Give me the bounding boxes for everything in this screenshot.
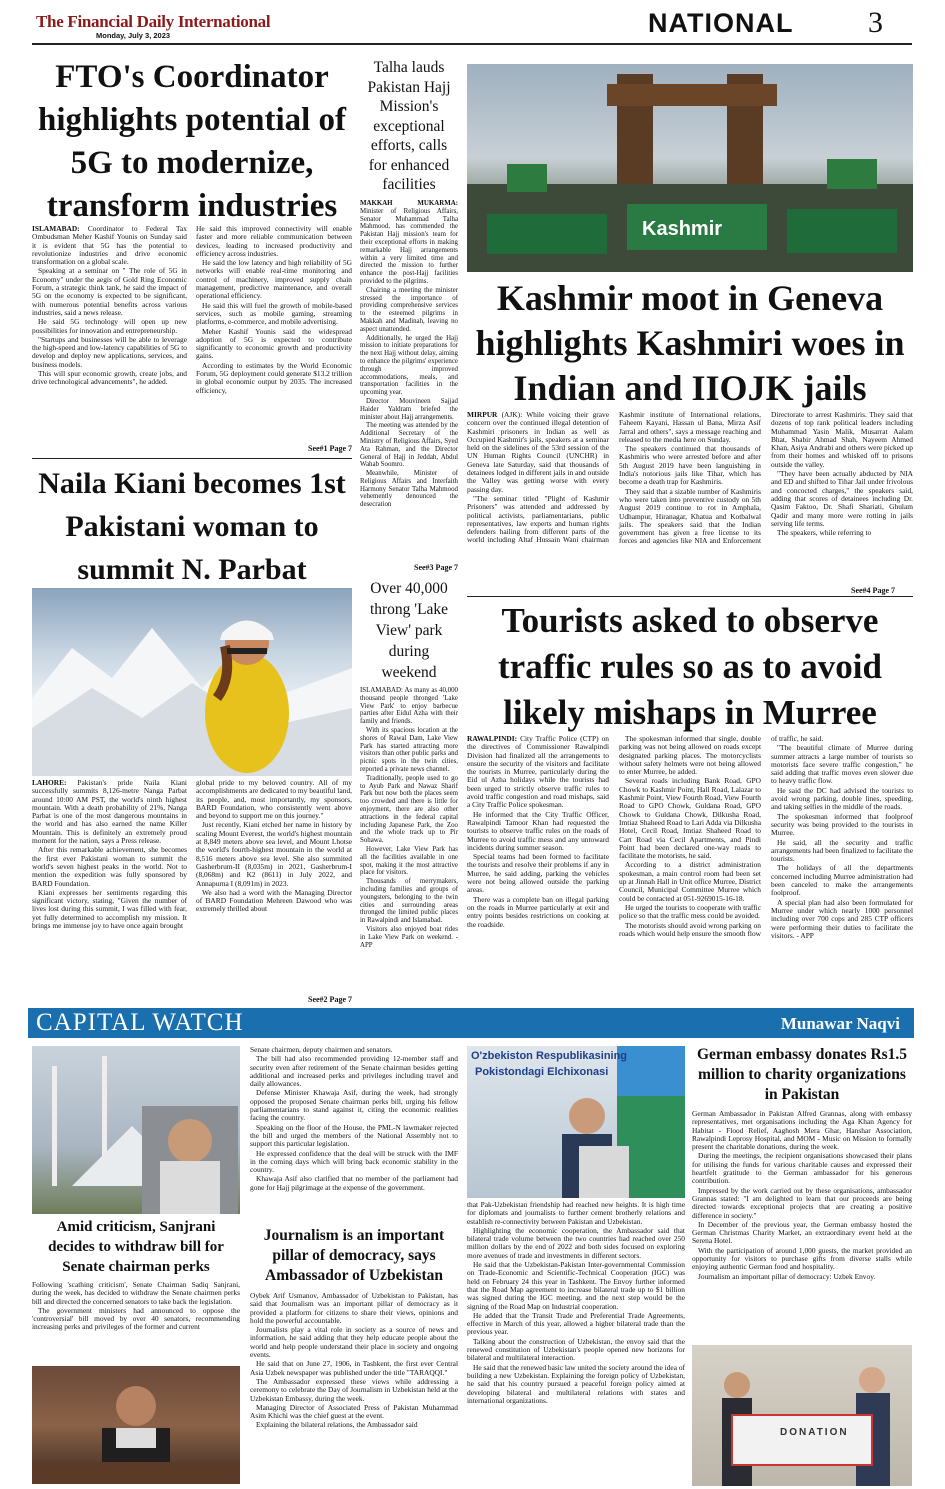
fto-paragraph: ISLAMABAD: Coordinator to Federal Tax Ombudsman Meher Kashif Younis on Sunday said it is evident that 5G has the potential to revolutionize industries and drive economic transformation on a global scale. <box>32 225 187 267</box>
talha-paragraph: MAKKAH MUKARMA: Minister of Religious Affairs, Senator Muhammad Talha Mahmood, has commended the Pakistan Hajj mission's team for their exceptional efforts in making remarkable Hajj arrangements within a very limited time and directed the mission to further enhance the post-Hajj facilities provided to the pilgrims. <box>360 200 458 285</box>
uzbek-paragraph: Explaining the bilateral relations, the Ambassador said <box>256 1420 418 1430</box>
sanjrani-paragraph: The bill had also recommended providing 12-member staff and security even after retirement of the Senate chairman besides getting additional and increased perks and privileges including travel and daily allowances. <box>250 1054 458 1089</box>
uzbek-paragraph: He said that on June 27, 1906, in Tashkent, the first ever Central Asia Uzbek newspaper was published under the title "TARAQQI." <box>250 1359 458 1377</box>
divider <box>32 458 352 459</box>
lakeview-paragraph: With its spacious location at the shores of Rawal Dam, Lake View Park has started attracting more visitors than other public parks and picnic spots in the twin cities, reported a private news channel. <box>360 726 458 773</box>
donation-scene <box>692 1345 912 1486</box>
talha-paragraph: Director Mouvineen Sajjad Haider Yaldram briefed the minister about Hajj arrangements. <box>360 397 458 421</box>
lakeview-paragraph: However, Lake View Park has all the facilities available in one spot, making it the most attractive place for visitors. <box>360 845 458 877</box>
talha-dateline: MAKKAH MUKARMA: <box>360 200 458 207</box>
lakeview-article-body <box>360 687 458 1007</box>
uzbek-paragraph: Highlighting the economic cooperation, the Ambassador said that bilateral trade volume between the two countries had reached over 250 million dollars by the end of 2022 and both sides focused on exploring more avenues of trade and investments in different sectors. <box>467 1225 685 1260</box>
sanjrani-article-body-continued <box>250 1046 458 1222</box>
german-paragraph: German Ambassador in Pakistan Alfred Grannas, along with embassy representatives, met organisations including the Aga Khan Agency for Habitat - Flood Relief, Aaghosh Mera Ghar, Hanshar Association, Rawalpindi Leprosy Hospital, and MOM - Music on Mission to formally present the charitable donations, during the week. <box>692 1110 912 1152</box>
naila-paragraph: global pride to my beloved country. All of my accomplishments are dedicated to my beautiful land, its people, and, most importantly, my sponsors, BARD Foundation, who consistently went above and beyond to support me on this journey." <box>196 779 352 821</box>
uzbek-paragraph: Talking about the construction of Uzbekistan, the envoy said that the renewed constitution of Uzbekistan's people opened new horizons for bilateral and multilateral interaction. <box>467 1336 685 1363</box>
capital-watch-author: Munawar Naqvi <box>780 1014 900 1033</box>
senate-scene <box>32 1366 240 1484</box>
mountain-scene <box>32 588 352 776</box>
fto-paragraph: This will spur economic growth, create jobs, and drive technological advancements", he added. <box>32 369 187 387</box>
lakeview-dateline: ISLAMABAD: <box>360 687 403 694</box>
kashmir-paragraph: The speakers continued that thousands of Kashmiris who were arrested before and after 5th August 2019 have been languishing in India's notorious jails like Tihar, which has become a death trap for Kashmiris. <box>619 444 761 487</box>
fto-continued[interactable]: See#1 Page 7 <box>308 444 352 453</box>
fto-paragraph: Meher Kashif Younis said the widespread adoption of 5G is expected to contribute significantly to economic growth and productivity gains. <box>196 326 352 361</box>
tourists-paragraph: He said, all the security and traffic arrangements had been finalized to facilitate the tourists. <box>771 837 913 864</box>
lakeview-paragraph: Visitors also enjoyed boat rides in Lake View Park on weekend. - APP <box>360 925 458 949</box>
naila-article-body <box>32 779 352 1005</box>
talha-paragraph: Additionally, he urged the Hajj mission to initiate preparations for the next Hajj without delay, aiming to enhance the pilgrims' experience through improved accommodations, meals, and transportation facilities in the upcoming year. <box>360 334 458 397</box>
sanjrani-paragraph: The government ministers had announced to oppose the 'controversial' bill moved by over 40 senators, recommending increasing perks and privileges of the former and current <box>32 1305 240 1332</box>
tourists-dateline: RAWALPINDI: <box>467 735 518 743</box>
tourists-paragraph: The motorists should avoid wrong parking on roads which would help ensure the smooth flow of traffic, he said. <box>619 735 824 938</box>
lakeview-paragraph: Thousands of merrymakers, including families and groups of youngsters, belonging to the twin cities and surrounding areas thronged the limited public places in Rawalpindi and Islamabad. <box>360 878 458 925</box>
page-number: 3 <box>868 6 883 39</box>
tourists-article-body <box>467 735 913 1007</box>
uzbek-article-body-continued <box>467 1201 685 1487</box>
paper-name: The Financial Daily International <box>36 12 271 31</box>
tourists-paragraph: Several roads including Bank Road, GPO Chowk to Kashmir Point, Hall Road, Lalazar to Kashmir Point, View Fourth Road, View Fourth Road to GPO Chowk, Guldana Road, GPO Chowk to Guldana Chowk, Dilkusha Road, Imtiaz Shaheed Road to Lari Adda via Dilkusha Hotel, Cecil Road, Imtiaz Shaheed Road to Cart Road via Cecil Apartments, and Pindi Point had been declared one-way roads to facilitate the motorists, he said. <box>619 776 761 861</box>
naila-headline: Naila Kiani becomes 1st Pakistani woman to summit N. Parbat <box>38 467 346 586</box>
sanjrani-paragraph: Speaking on the floor of the House, the PML-N lawmaker rejected the bill and urged the members of the National Assembly not to support this particular legislation. <box>250 1122 458 1149</box>
uzbek-ambassador-photo <box>467 1046 685 1198</box>
german-headline: German embassy donates Rs1.5 million to charity organizations in Pakistan <box>696 1046 908 1103</box>
faisal-mosque-photo <box>32 1046 240 1214</box>
uzbek-paragraph: Journalists play a vital role in society as a source of news and information, he said adding that they help educate people about the world and help people understand their place in society and ongoing events. <box>250 1325 458 1360</box>
capital-watch-title: CAPITAL WATCH <box>36 1009 244 1036</box>
kashmir-banner: Kashmir <box>642 218 723 240</box>
tourists-paragraph: The spokesman informed that foolproof security was being provided to the tourists in Murree. <box>771 811 913 838</box>
section-name: NATIONAL <box>648 8 794 38</box>
talha-headline: Talha lauds Pakistan Hajj Mission's exceptional efforts, calls for enhanced facilities <box>367 59 451 193</box>
fto-paragraph: He said this improved connectivity will enable faster and more reliable communication between devices, leading to increased productivity and efficiency across industries. <box>196 225 352 258</box>
fto-article-body <box>32 225 352 453</box>
tourists-paragraph: RAWALPINDI: City Traffic Police (CTP) on the directives of Commissioner Rawalpindi Division had finalized all the arrangements to ensure the security of the visitors and facilitate the tourists in Murree, particularly during the Eid ul Azha holidays while the tourists had been urged to strictly observe traffic rules to avoid traffic congestion and road mishaps, said a City Traffic Police spokesman. <box>467 735 609 810</box>
uzbek-paragraph: He added that the Transit Trade and Preferential Trade Agreements, effective in March of this year, allowed a higher bilateral trade than the previous year. <box>467 1310 685 1337</box>
kashmir-paragraph: The speakers, while referring to <box>777 528 872 538</box>
sanjrani-photo <box>32 1366 240 1484</box>
uzbek-paragraph: The Ambassador expressed these views while addressing a ceremony to celebrate the Day of Journalism in Uzbekistan held at the Uzbekistan Embassy, during the week. <box>250 1376 458 1403</box>
naila-paragraph: We also had a word with the Managing Director of BARD Foundation Mehreen Dawood who was extremely thrilled about <box>196 887 352 914</box>
tourists-paragraph: He said the DC had advised the tourists to avoid wrong parking, double lines, speeding, and taking selfies in the middle of the roads. <box>771 785 913 812</box>
german-paragraph: With the participation of around 1,000 guests, the market provided an opportunity for visitors to purchase gifts from diverse stalls while enjoying authentic German food and hospitality. <box>692 1245 912 1272</box>
german-paragraph: In December of the previous year, the German embassy hosted the German Christmas Charity Market, an extraordinary event held at the Serena Hotel. <box>692 1219 912 1246</box>
kashmir-paragraph: They said that a sizable number of Kashmiris who were taken into preventive custody on 5th August 2019 continue to rot in Amphala, Udhampur, Hiranagar, Khatua and Kotbalwal jails. The speakers said that the Indian government has given a free license to its forces and agencies like NIA and Enforcement Directorate to arrest Kashmiris. They said that dozens of top rank political leaders including Muhammad Yasin Malik, Musarrat Aalam Bhat, Shabir Ahmad Shah, Nayeem Ahmed Khan, Asiya Andrabi and others were picked up from their homes and whisked off to prisons outside the valley. <box>619 411 913 546</box>
divider <box>467 596 913 597</box>
fto-dateline: ISLAMABAD: <box>32 225 80 233</box>
uzbek-paragraph: He said that the renewed basic law united the society around the idea of building a new Uzbekistan. Explaining the foreign policy of Uzbekistan, he said that his country pursued a peaceful foreign policy aimed at developing bilateral and multilateral relations with states and international organizations. <box>467 1362 685 1405</box>
german-article-body <box>692 1110 912 1340</box>
sanjrani-article-body <box>32 1281 240 1363</box>
masthead <box>0 0 945 44</box>
lakeview-paragraph: ISLAMABAD: As many as 40,000 thousand people thronged 'Lake View Park' to enjoy barbecue parties after Eidul Azha with their family and friends. <box>360 687 458 726</box>
tourists-paragraph: He informed that the City Traffic Officer, Rawalpindi Tamoor Khan had requested the tourists to observe traffic rules on the roads of Murree to avoid traffic mess and any untoward incidents during summer season. <box>467 809 609 852</box>
uzbek-banner-line1: O'zbekiston Respublikasining <box>471 1050 628 1062</box>
naila-continued[interactable]: See#2 Page 7 <box>308 995 352 1004</box>
tourists-paragraph: He urged the tourists to cooperate with traffic police so that the traffic mess could be avoided. <box>619 902 761 921</box>
german-paragraph: Impressed by the work carried out by these organisations, ambassador Grannas stated: "I am delighted to learn that our proceeds are being directed towards exceptional projects that are creating a positive difference in society." <box>692 1185 912 1220</box>
sanjrani-paragraph: Khawaja Asif also clarified that no member of the parliament had gone for Hajj pilgrimage at the expense of the government. <box>250 1174 458 1192</box>
german-paragraph: Journalism an important pillar of democracy: Uzbek Envoy. <box>698 1271 876 1281</box>
uzbek-paragraph: He said that the Uzbekistan-Pakistan Inter-governmental Commission on Trade-Economic and Scientific-Technical Cooperation (IGC) was held on February 24 this year in Tashkent. The Envoy further informed that the Road Map agreement to increase bilateral trade up to $1 billion was signed during the IGC meeting, and the next step would be the signing of the Road Map on Industrial cooperation. <box>467 1260 685 1311</box>
sanjrani-paragraph: He expressed confidence that the deal will be struck with the IMF in the coming days which will bring back economic stability in the country. <box>250 1148 458 1175</box>
talha-paragraph: Meanwhile, Minister of Religious Affairs and Interfaith Harmony Senator Talha Mahmood vehemently denounced the desecration <box>360 470 458 509</box>
naila-paragraph: LAHORE: Pakistan's pride Naila Kiani successfully summits 8,126-metre Nanga Parbat around 10:00 AM PST, the world's ninth highest mountain. With a death probability of 21%, Nanga Parbat is one of the most dangerous mountains in the world and has also earned the name Killer Mountain. This is definitely an extremely proud moment for the nation, says a Press release. <box>32 779 187 846</box>
kashmir-protest-photo <box>467 64 913 272</box>
naila-paragraph: After this remarkable achievement, she becomes the first ever Pakistani woman to summit the world's seven highest peaks in the world. Not to mention the expedition was fully sponsored by BARD Foundation. <box>32 845 187 888</box>
fto-paragraph: He said 5G technology will open up new possibilities for innovation and entrepreneurship. <box>32 317 187 335</box>
german-donation-photo <box>692 1345 912 1486</box>
tourists-paragraph: The spokesman informed that single, double parking was not being allowed on roads except designated parking places. The motorcyclists without safety helmets were not being allowed to enter Murree, he added. <box>619 735 761 777</box>
talha-continued[interactable]: See#3 Page 7 <box>414 563 458 572</box>
tourists-paragraph: Special teams had been formed to facilitate the tourists and resolve their problems if any in Murree, he said adding, parking the vehicles were not being allowed outside the parking areas. <box>467 852 609 895</box>
masthead-rule <box>32 43 912 45</box>
tourists-paragraph: A special plan had also been formulated for Murree under which nearly 1000 personnel including over 700 cops and 285 CTP officers were performing their duties to facilitate the visitors. - APP <box>771 897 913 940</box>
kashmir-paragraph: MIRPUR (AJK): While voicing their grave concern over the continued illegal detention of Kashmiri prisoners in Indian as well as Occupied Kashmir's jails, speakers at a seminar held on the sidelines of the 53rd session of the UN Human Rights Council (UNCHR) in Geneva late Saturday, said that thousands of detainees lodged in different jails in and outside the Valley was getting worse with every passing day. <box>467 411 609 494</box>
uzbek-article-body <box>250 1292 458 1486</box>
talha-paragraph: Chairing a meeting the minister stressed the importance of providing comprehensive services to the esteemed pilgrims in Makkah and Madinah, leaving no aspect unattended. <box>360 286 458 333</box>
tourists-paragraph: There was a complete ban on illegal parking on the roads in Murree particularly at exit and entry points besides restrictions on cooking at the roadside. <box>467 894 609 929</box>
kashmir-article-body <box>467 411 913 586</box>
naila-paragraph: Kiani expresses her sentiments regarding this significant victory, stating, "Given the number of lives lost during this summit, I was filled with fear, yet fully determined to accomplish my mission. It brings me immense joy to have once again brought <box>32 887 187 931</box>
sanjrani-paragraph: Following 'scathing criticism', Senate Chairman Sadiq Sanjrani, during the week, has decided to withdraw the Senate chairmen perks bill and directed the concerned senators to take back the legislation. <box>32 1281 240 1306</box>
kashmir-continued[interactable]: See#4 Page 7 <box>851 586 895 595</box>
issue-date: Monday, July 3, 2023 <box>96 31 171 40</box>
tourists-paragraph: "The beautiful climate of Murree during summer attracts a large number of tourists so motorists face severe traffic congestion," he said adding that traffic moves even slower due to heavy traffic flow. <box>771 743 913 786</box>
fto-paragraph: According to estimates by the World Economic Forum, 5G deployment could generate $13.2 trillion in global economic output by 2035. The increased efficiency, <box>196 360 352 395</box>
lakeview-headline: Over 40,000 throng 'Lake View' park during weekend <box>369 580 449 681</box>
talha-paragraph: The meeting was attended by the Additional Secretary of the Ministry of Religious Affairs, Syed Ata Rahman, and the Director General of Hajj in Jeddah, Abdul Wahab Soomro. <box>360 422 458 469</box>
kashmir-paragraph: "They have been actually abducted by NIA and ED and shifted to Tihar Jail under frivolous and concocted charges," the speakers said, adding that scores of detainees including Dr. Qasim Faktoo, Dr. Shafi Shariati, Ghulam Qadir and many more were rotting in jails serving life terms. <box>771 469 913 528</box>
sanjrani-paragraph: Senate chairmen, deputy chairmen and senators. <box>250 1046 393 1054</box>
kashmir-paragraph: "The seminar titled "Plight of Kashmir Prisoners" was attended and addressed by political activists, parliamentarians, public representatives, law experts and human rights defenders hailing from different parts of the world including Altaf Hussain Wani chairman Kashmir institute of International relations, Faheem Kayani, Hassan ul Bana, Mirza Asif Jarral and others", says a message reaching and released to the media here on Sunday. <box>467 411 761 545</box>
fto-paragraph: "Startups and businesses will be able to leverage the high-speed and low-latency capabilities of 5G to develop and deploy new applications, services, and business models. <box>32 334 187 369</box>
german-paragraph: During the meetings, the recipient organisations showcased their plans for utilising the funds for various charitable causes and expressed their heartfelt gratitude to the German ambassador for his generous contribution. <box>692 1151 912 1186</box>
sanjrani-headline: Amid criticism, Sanjrani decides to withdraw bill for Senate chairman perks <box>48 1219 224 1275</box>
fto-paragraph: Speaking at a seminar on " The role of 5G in Economy" under the aegis of Gold Ring Economic Forum, a strategic think tank, he said the impact of 5G on the economy is expected to be significant, with numerous potential benefits across various industries, said a news release. <box>32 266 187 317</box>
uzbek-paragraph: Oybek Arif Usmanov, Ambassador of Uzbekistan to Pakistan, has said that Journalism was an important pillar of democracy as it provided a platform for citizens to share their views, opinions and hold the powerful accountable. <box>250 1292 458 1325</box>
lakeview-paragraph: Traditionally, people used to go to Ayub Park and Nawaz Sharif Park but now both the places seem too crowded and there is little for enjoyment, there are also other attractions in the federal capital including Japanese Park, the Zoo and the whole track up to Pir Sohawa. <box>360 774 458 845</box>
tourists-paragraph: According to a district administration spokesman, a main control room had been set up at Jinnah Hall in Unit office Murree, District Council, Municipal Committee Murree which could be contacted at 051-9269015-16-18. <box>619 860 761 903</box>
uzbek-banner-line2: Pokistondagi Elchixonasi <box>475 1066 609 1078</box>
fto-paragraph: He said the low latency and high reliability of 5G networks will enable real-time monitoring and control of machinery, improved supply chain management, predictive maintenance, and overall operational efficiency. <box>196 258 352 301</box>
uzbek-paragraph: that Pak-Uzbekistan friendship had reached new heights. It is high time for diplomats and journalists to further cement brotherly relations and establish re-connectivity between Pakistan and Uzbekistan. <box>467 1201 685 1226</box>
fto-paragraph: He said this will fuel the growth of mobile-based services, such as mobile gaming, streaming platforms, e-commerce, and mobile advertising. <box>196 300 352 327</box>
talha-article-body <box>360 200 458 562</box>
mosque-scene <box>32 1046 240 1214</box>
tourists-headline: Tourists asked to observe traffic rules so as to avoid likely mishaps in Murree <box>498 601 882 732</box>
uzbek-paragraph: Managing Director of Associated Press of Pakistan Muhammad Asim Khichi was the chief guest at the event. <box>250 1402 458 1421</box>
tourists-paragraph: The holidays of all the departments concerned including Murree administration had been canceled to make the arrangements foolproof. <box>771 863 913 898</box>
fto-headline: FTO's Coordinator highlights potential of 5G to modernize, transform industries <box>37 59 347 224</box>
sanjrani-paragraph: Defense Minister Khawaja Asif, during the week, had strongly opposed the proposed Senate chairman perks bill, urging his fellow parliamentarians to stand against it, citing the economic realities facing the country. <box>250 1088 458 1123</box>
kashmir-dateline: MIRPUR <box>467 411 498 419</box>
kashmir-headline: Kashmir moot in Geneva highlights Kashmiri woes in Indian and IIOJK jails <box>475 278 905 408</box>
naila-dateline: LAHORE: <box>32 779 67 787</box>
donation-cheque-text: DONATION <box>780 1427 849 1438</box>
capital-watch-bar <box>28 1008 914 1038</box>
naila-paragraph: Just recently, Kiani etched her name in history by scaling Mount Everest, the world's highest mountain at 8,849 meters above sea level, and Mount Lhotse the world's fourth-highest mountain in the world at 8,516 meters above sea level. She also summited Gasherbrum-II (8,035m) in 2021, Gasherbrum-I (8,068m) and K2 (8611) in July 2022, and Annapurna I (8,091m) in 2023. <box>196 820 352 888</box>
uzbek-headline: Journalism is an important pillar of democracy, says Ambassador of Uzbekistan <box>263 1227 445 1284</box>
naila-kiani-photo <box>32 588 352 776</box>
